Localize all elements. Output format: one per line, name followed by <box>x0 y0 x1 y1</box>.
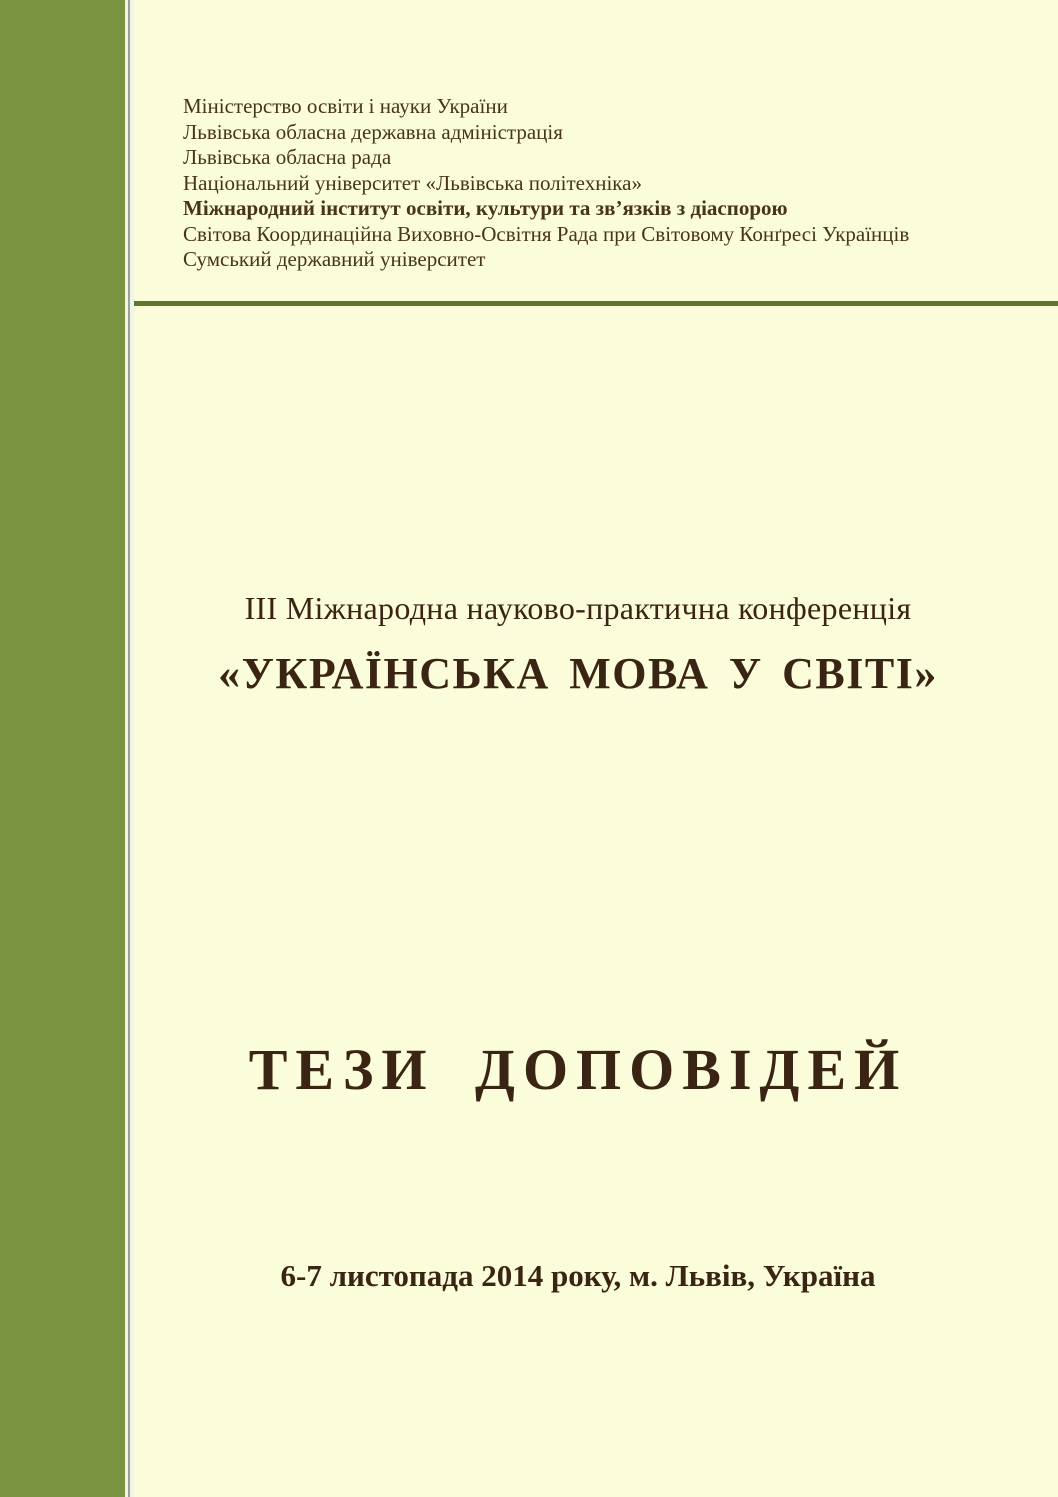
left-green-band <box>0 0 125 1497</box>
page-edge-divider <box>125 0 134 1497</box>
org-item-sumy-university: Сумський державний університет <box>183 247 486 271</box>
content-area <box>134 0 1058 1497</box>
date-location: 6-7 листопада 2014 року, м. Львів, Україна <box>280 1258 876 1293</box>
org-item-oblast-council: Львівська обласна рада <box>183 145 392 169</box>
org-item-ministry: Міністерство освіти і науки України <box>183 94 508 118</box>
page-edge-line <box>128 0 130 1497</box>
conference-title: «УКРАЇНСЬКА МОВА У СВІТІ» <box>218 649 938 698</box>
org-item-world-coordination-council: Світова Координаційна Виховно-Освітня Рада при Світовому Конґресі Українців <box>183 221 910 246</box>
org-item-international-institute: Міжнародний інститут освіти, культури та зв’язків з діаспорою <box>183 196 788 220</box>
org-item-lviv-polytechnic: Національний університет «Львівська політехніка» <box>183 170 642 195</box>
main-title: ТЕЗИ ДОПОВІДЕЙ <box>248 1037 908 1102</box>
conference-subtitle: ІІІ Міжнародна науково-практична конференція <box>244 590 912 626</box>
org-item-oblast-administration: Львівська обласна державна адміністрація <box>183 119 563 144</box>
organizations-list <box>183 94 909 273</box>
header-rule <box>134 301 1058 306</box>
